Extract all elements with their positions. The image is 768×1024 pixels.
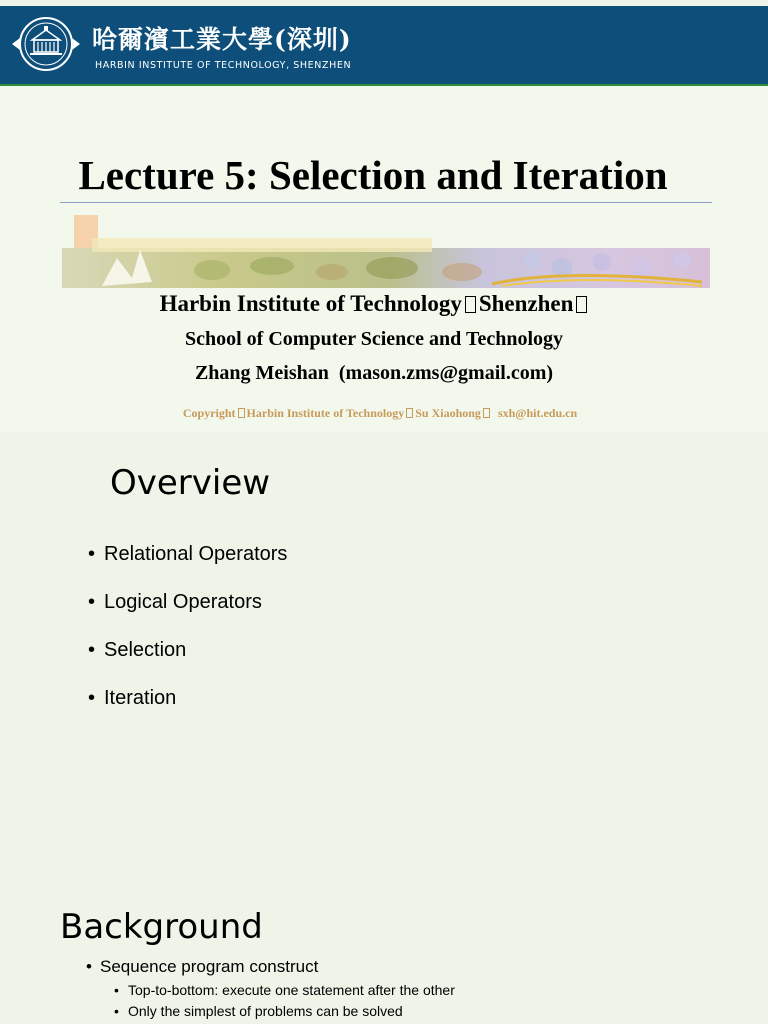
copyright-label: Copyright — [182, 406, 236, 420]
bullet-text: Only the simplest of problems can be solved — [128, 1003, 403, 1019]
missing-glyph-box — [465, 296, 476, 313]
overview-bullet-list — [88, 540, 287, 732]
university-name-chinese: 哈爾濱工業大學(深圳) — [92, 25, 352, 54]
institution-campus: Shenzhen — [478, 291, 574, 316]
institution-line — [0, 291, 750, 317]
copyright-email: sxh@hit.edu.cn — [491, 406, 578, 420]
title-rule — [60, 202, 712, 203]
bullet-text: Sequence program construct — [100, 957, 319, 976]
missing-glyph-box — [238, 408, 245, 418]
author-contact: Zhang Meishan (mason.zms@gmail.com) — [194, 362, 554, 384]
university-banner — [0, 6, 768, 86]
bullet-text: Logical Operators — [104, 591, 262, 613]
overview-title: Overview — [110, 463, 271, 503]
list-item — [88, 684, 287, 732]
list-item — [114, 1003, 403, 1019]
bullet-text: Selection — [104, 639, 187, 661]
list-item — [88, 636, 287, 684]
institution-name: Harbin Institute of Technology — [159, 291, 462, 316]
school-name: School of Computer Science and Technology — [185, 328, 563, 350]
bullet-icon: • — [88, 543, 96, 565]
copyright-notice — [0, 391, 748, 436]
list-item — [88, 588, 287, 636]
bullet-icon: • — [86, 957, 92, 976]
lecture-title: Lecture 5: Selection and Iteration — [78, 152, 668, 198]
bullet-icon: • — [114, 982, 119, 998]
bullet-icon: • — [114, 1003, 119, 1019]
missing-glyph-box — [576, 296, 587, 313]
bullet-text: Relational Operators — [104, 543, 288, 565]
bullet-text: Top-to-bottom: execute one statement after the other — [128, 982, 455, 998]
leaf-decoration-strip — [62, 238, 710, 288]
copyright-institution: Harbin Institute of Technology — [246, 406, 405, 420]
university-name-english: HARBIN INSTITUTE OF TECHNOLOGY, SHENZHEN — [95, 60, 352, 71]
bullet-icon: • — [88, 591, 96, 613]
list-item — [114, 982, 455, 998]
list-item — [88, 540, 287, 588]
list-item — [86, 957, 318, 977]
missing-glyph-box — [406, 408, 413, 418]
bullet-icon: • — [88, 639, 96, 661]
missing-glyph-box — [483, 408, 490, 418]
bullet-text: Iteration — [104, 687, 177, 709]
university-emblem-icon — [10, 16, 82, 72]
bullet-icon: • — [88, 687, 96, 709]
background-title: Background — [60, 907, 263, 947]
copyright-author: Su Xiaohong — [415, 406, 481, 420]
